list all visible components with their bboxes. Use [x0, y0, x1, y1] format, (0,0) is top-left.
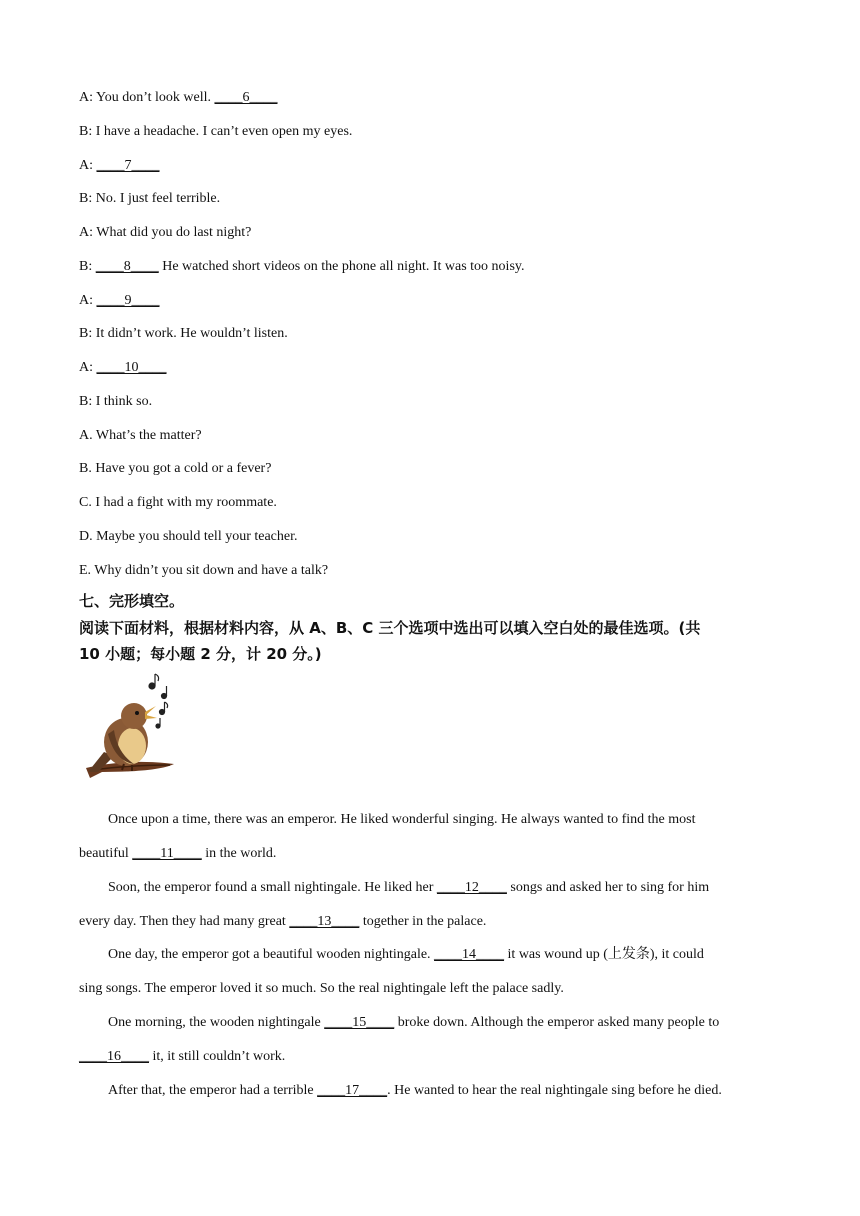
option-e: E. Why didn’t you sit down and have a talk? — [79, 563, 329, 578]
option-c: C. I had a fight with my roommate. — [79, 495, 277, 510]
answer-blank[interactable]: ____6____ — [214, 90, 278, 105]
passage-line: Soon, the emperor found a small nightingale. He liked her ____12____ songs and asked her to sing for him — [108, 880, 710, 895]
passage-line: One day, the emperor got a beautiful wooden nightingale. ____14____ it was wound up (上发条), it could — [108, 947, 704, 962]
dialogue-line: B: ____8____ He watched short videos on the phone all night. It was too noisy. — [79, 259, 525, 274]
dialogue-line: A: ____10____ — [79, 360, 167, 375]
answer-blank[interactable]: ____11____ — [132, 846, 202, 861]
answer-blank[interactable]: ____8____ — [95, 259, 159, 274]
dialogue-line: A: What did you do last night? — [79, 225, 252, 240]
passage-line: sing songs. The emperor loved it so much. So the real nightingale left the palace sadly. — [79, 981, 564, 996]
section-title: 七、完形填空。 — [79, 592, 185, 610]
answer-blank[interactable]: ____14____ — [434, 947, 505, 962]
answer-blank[interactable]: ____13____ — [289, 914, 360, 929]
answer-blank[interactable]: ____10____ — [96, 360, 167, 375]
dialogue-line: B: I think so. — [79, 394, 153, 409]
answer-blank[interactable]: ____12____ — [436, 880, 507, 895]
dialogue-line: A: ____9____ — [79, 293, 160, 308]
nightingale-illustration — [82, 672, 182, 784]
dialogue-line: A: You don’t look well. ____6____ — [79, 90, 278, 105]
option-d: D. Maybe you should tell your teacher. — [79, 529, 298, 544]
dialogue-line: B: No. I just feel terrible. — [79, 191, 221, 206]
answer-blank[interactable]: ____9____ — [96, 293, 160, 308]
option-b: B. Have you got a cold or a fever? — [79, 461, 272, 476]
section-instruction-line2: 10 小题；每小题 2 分，计 20 分。) — [79, 645, 322, 663]
passage-line: every day. Then they had many great ____13____ together in the palace. — [79, 914, 487, 929]
passage-line: Once upon a time, there was an emperor. He liked wonderful singing. He always wanted to find the most — [108, 812, 696, 827]
passage-line: ____16____ it, it still couldn’t work. — [79, 1049, 286, 1064]
dialogue-line: B: I have a headache. I can’t even open my eyes. — [79, 124, 353, 139]
passage-line: After that, the emperor had a terrible ____17____. He wanted to hear the real nightingale sing before he died. — [108, 1083, 722, 1098]
passage-line: One morning, the wooden nightingale ____15____ broke down. Although the emperor asked many people to — [108, 1015, 720, 1030]
answer-blank[interactable]: ____16____ — [79, 1049, 149, 1064]
answer-blank[interactable]: ____17____ — [317, 1083, 388, 1098]
dialogue-line: A: ____7____ — [79, 158, 160, 173]
answer-blank[interactable]: ____7____ — [96, 158, 160, 173]
section-instruction-line1: 阅读下面材料，根据材料内容，从 A、B、C 三个选项中选出可以填入空白处的最佳选项。(共 — [79, 619, 701, 637]
dialogue-line: B: It didn’t work. He wouldn’t listen. — [79, 326, 288, 341]
option-a: A. What’s the matter? — [79, 428, 202, 443]
passage-line: beautiful ____11____ in the world. — [79, 846, 277, 861]
answer-blank[interactable]: ____15____ — [324, 1015, 395, 1030]
